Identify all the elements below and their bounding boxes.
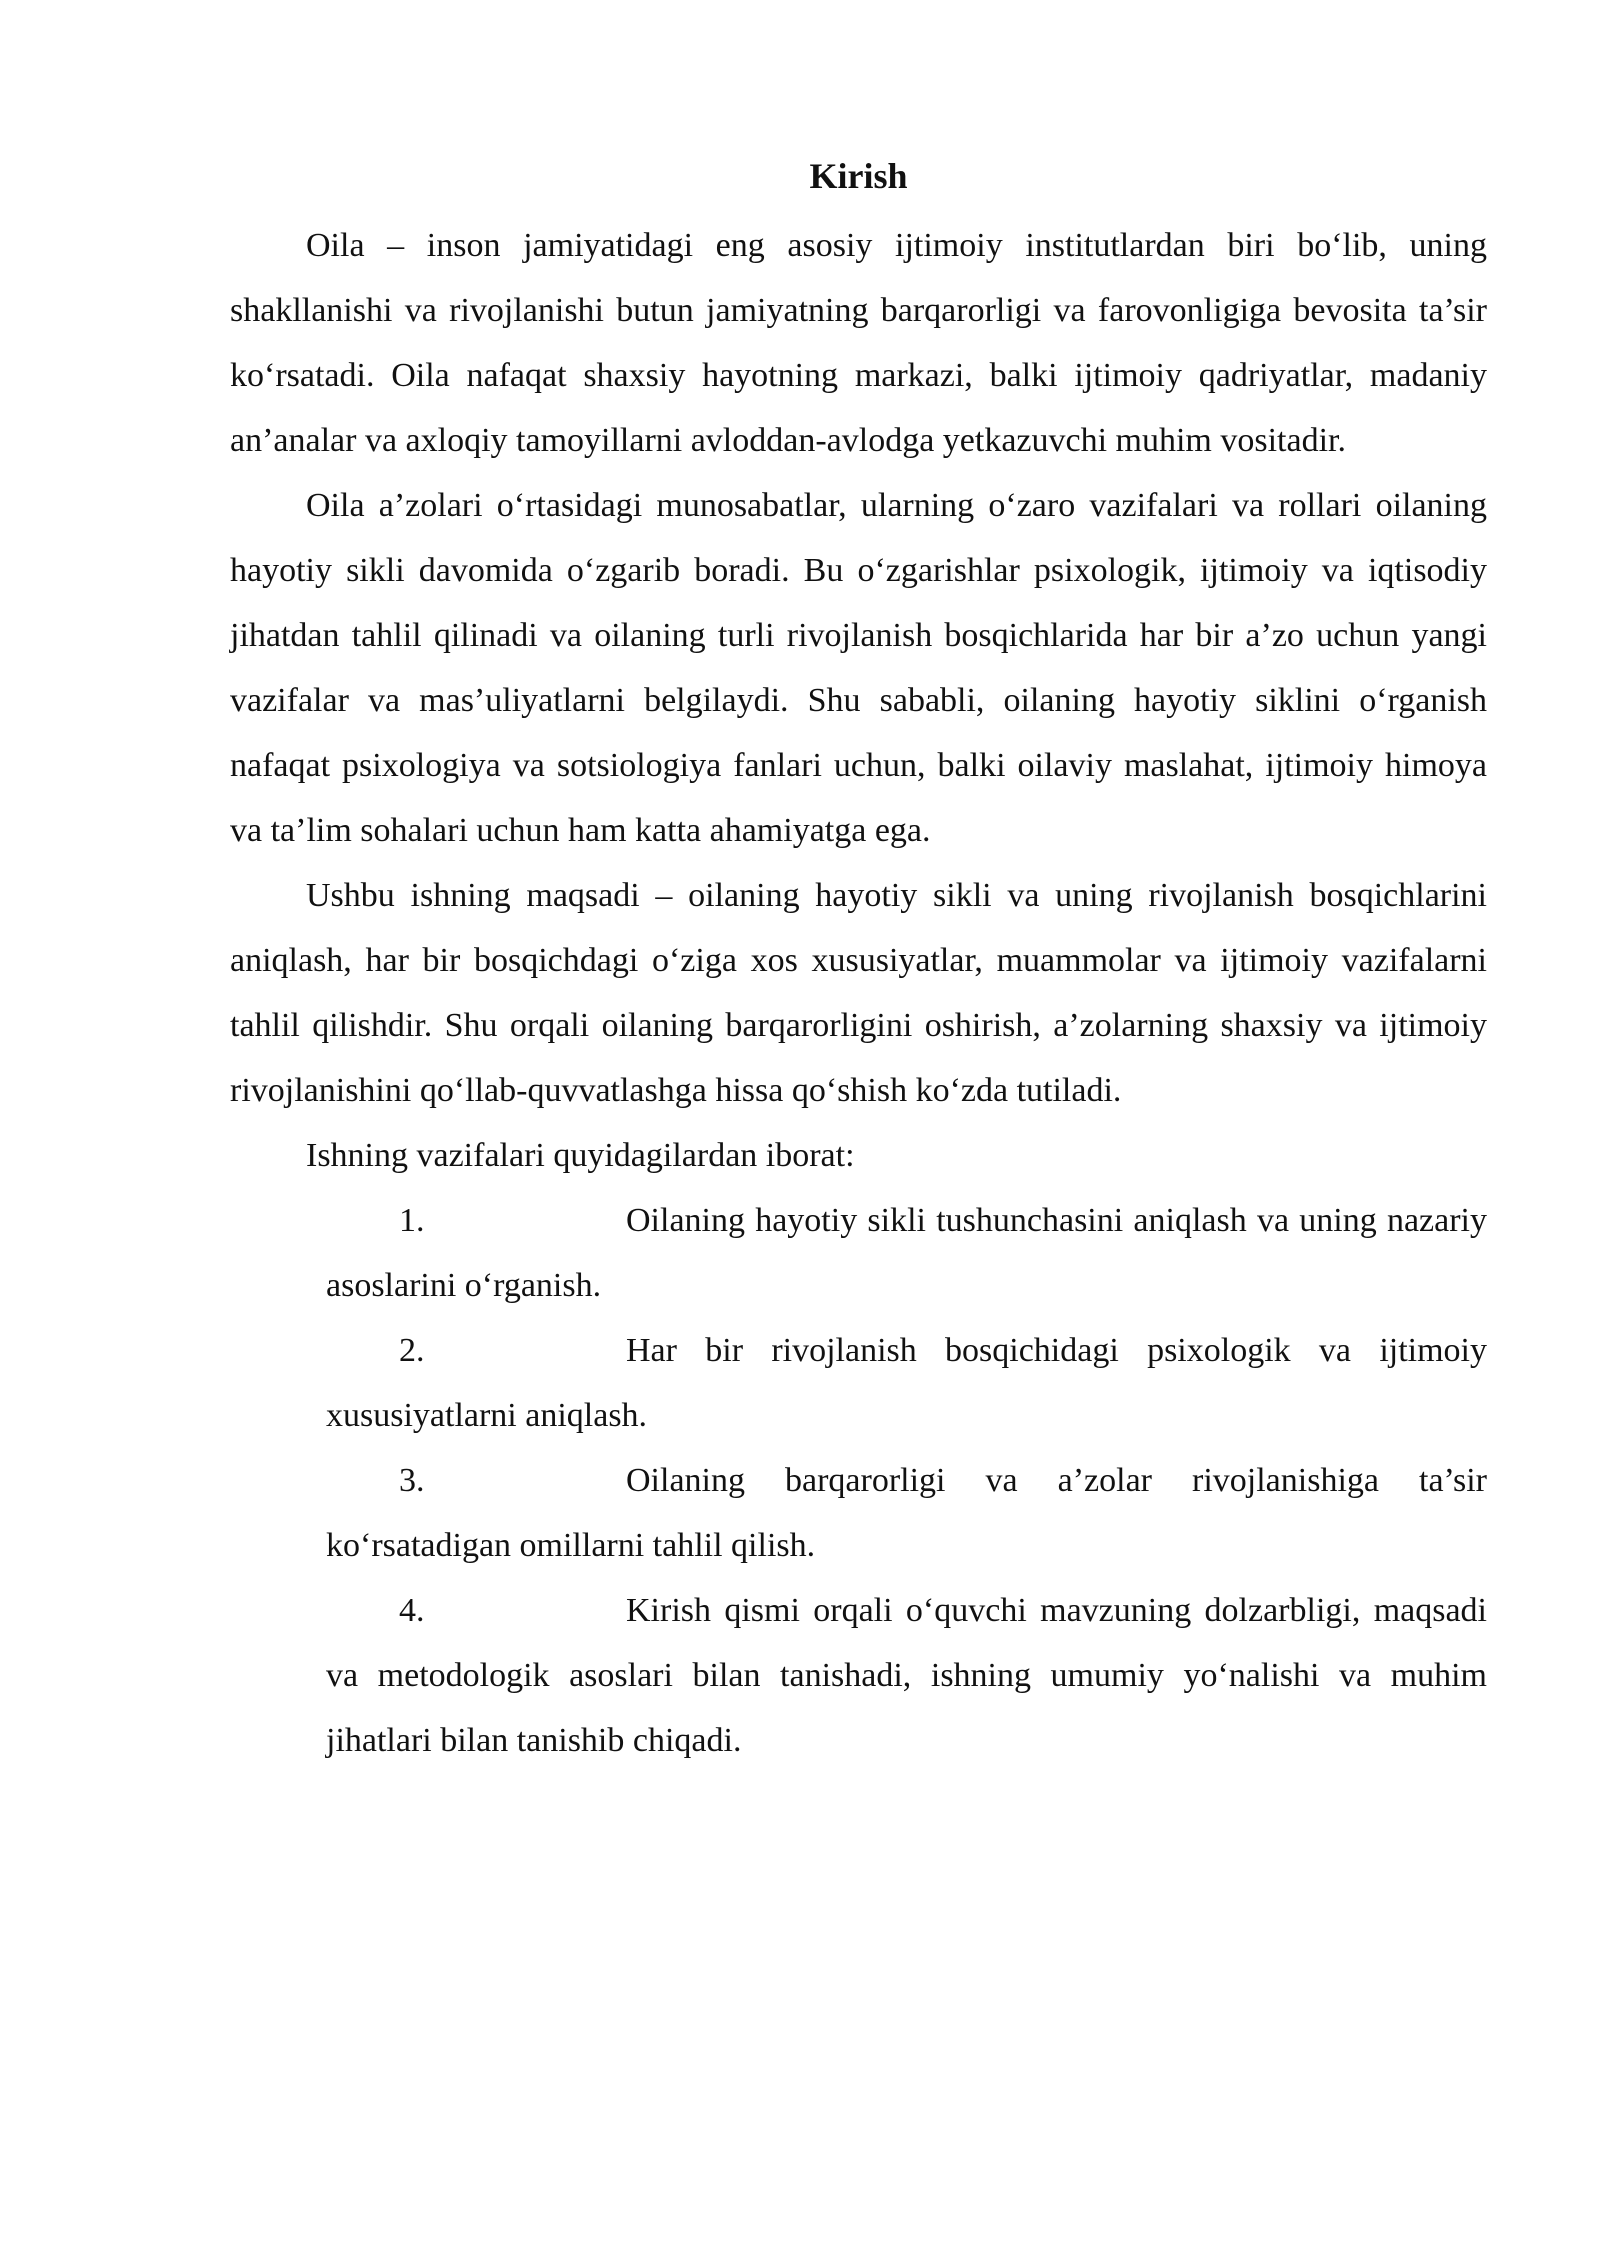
list-item-text: Oilaning barqarorligi va a’zolar rivojlanishiga ta’sir ko‘rsatadigan omillarni tahlil qilish. [326,1462,1487,1564]
list-item [326,1318,1487,1448]
paragraph-intro: Oila – inson jamiyatidagi eng asosiy ijtimoiy institutlardan biri bo‘lib, uning shakllanishi va rivojlanishi butun jamiyatning barqarorligi va farovonligiga bevosita ta’sir ko‘rsatadi. Oila nafaqat shaxsiy hayotning markazi, balki ijtimoiy qadriyatlar, madaniy an’analar va axloqiy tamoyillarni avloddan-avlodga yetkazuvchi muhim vositadir. [230,227,1487,459]
paragraph-relations: Oila a’zolari o‘rtasidagi munosabatlar, ularning o‘zaro vazifalari va rollari oilaning hayotiy sikli davomida o‘zgarib boradi. Bu o‘zgarishlar psixologik, ijtimoiy va iqtisodiy jihatdan tahlil qilinadi va oilaning turli rivojlanish bosqichlarida har bir a’zo uchun yangi vazifalar va mas’uliyatlarni belgilaydi. Shu sababli, oilaning hayotiy siklini o‘rganish nafaqat psixologiya va sotsiologiya fanlari uchun, balki oilaviy maslahat, ijtimoiy himoya va ta’lim sohalari uchun ham katta ahamiyatga ega. [230,487,1487,849]
list-item [326,1578,1487,1773]
paragraph-goal: Ushbu ishning maqsadi – oilaning hayotiy sikli va uning rivojlanish bosqichlarini aniqlash, har bir bosqichdagi o‘ziga xos xususiyatlar, muammolar va ijtimoiy vazifalarni tahlil qilishdir. Shu orqali oilaning barqarorligini oshirish, a’zolarning shaxsiy va ijtimoiy rivojlanishini qo‘llab-quvvatlashga hissa qo‘shish ko‘zda tutiladi. [230,877,1487,1109]
document-page [230,148,1487,1773]
paragraph-tasks-heading: Ishning vazifalari quyidagilardan iborat: [306,1137,855,1174]
list-item [326,1448,1487,1578]
list-item-number: 3. [399,1462,425,1499]
list-item-number: 2. [399,1332,425,1369]
list-item-number: 1. [399,1202,425,1239]
list-item [326,1188,1487,1318]
tasks-list [230,1188,1487,1773]
page-title: Kirish [809,156,908,196]
list-item-text: Kirish qismi orqali o‘quvchi mavzuning dolzarbligi, maqsadi va metodologik asoslari bilan tanishadi, ishning umumiy yo‘nalishi va muhim jihatlari bilan tanishib chiqadi. [326,1592,1487,1759]
list-item-text: Oilaning hayotiy sikli tushunchasini aniqlash va uning nazariy asoslarini o‘rganish. [326,1202,1487,1304]
list-item-text: Har bir rivojlanish bosqichidagi psixologik va ijtimoiy xususiyatlarni aniqlash. [326,1332,1487,1434]
list-item-number: 4. [399,1592,425,1629]
